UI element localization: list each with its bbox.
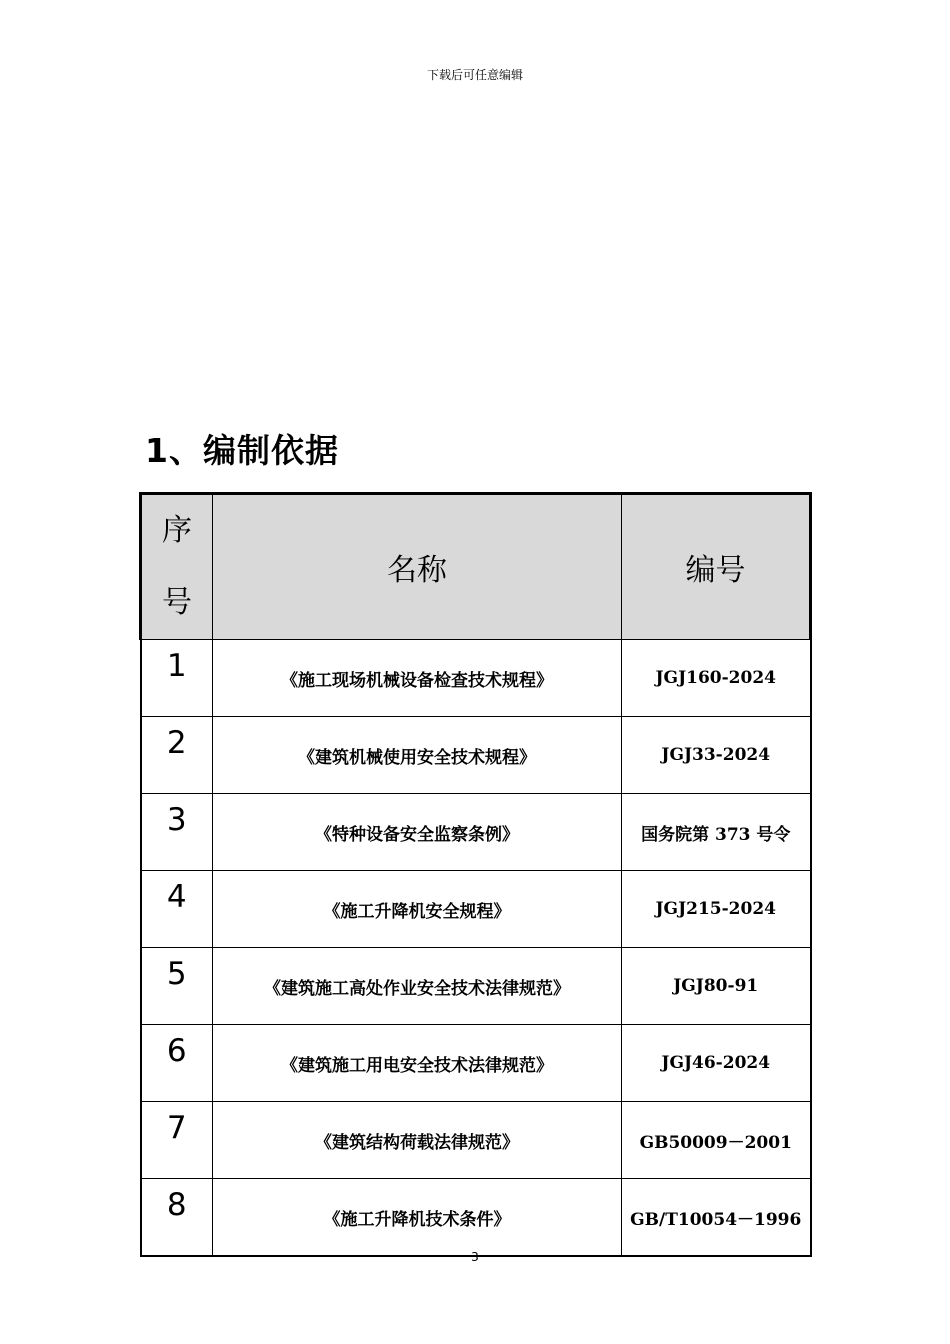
- row-index: 2: [141, 717, 213, 794]
- row-name: 《施工现场机械设备检查技术规程》: [213, 640, 622, 717]
- table-row: [141, 640, 811, 717]
- row-name: 《建筑施工用电安全技术法律规范》: [213, 1025, 622, 1102]
- page-header: 下载后可任意编辑: [426, 68, 523, 82]
- standards-table: [139, 492, 812, 1257]
- row-name: 《特种设备安全监察条例》: [213, 794, 622, 871]
- table-row: [141, 871, 811, 948]
- row-name: 《建筑机械使用安全技术规程》: [213, 717, 622, 794]
- page-number: 3: [471, 1250, 479, 1264]
- table-header-row: [141, 494, 811, 640]
- table-row: [141, 1179, 811, 1257]
- row-name: 《建筑施工高处作业安全技术法律规范》: [213, 948, 622, 1025]
- row-index: 3: [141, 794, 213, 871]
- header-code: 编号: [622, 494, 811, 640]
- row-code: JGJ215-2024: [622, 871, 811, 948]
- table-row: [141, 1025, 811, 1102]
- row-code: JGJ46-2024: [622, 1025, 811, 1102]
- row-code: GB50009－2001: [622, 1102, 811, 1179]
- row-name: 《建筑结构荷载法律规范》: [213, 1102, 622, 1179]
- row-index: 6: [141, 1025, 213, 1102]
- row-code: GB/T10054－1996: [622, 1179, 811, 1257]
- row-name: 《施工升降机技术条件》: [213, 1179, 622, 1257]
- row-index: 1: [141, 640, 213, 717]
- table-row: [141, 1102, 811, 1179]
- header-index: [141, 494, 213, 640]
- row-index: 5: [141, 948, 213, 1025]
- header-index-label: 序号: [162, 513, 192, 620]
- row-index: 7: [141, 1102, 213, 1179]
- row-code: 国务院第 373 号令: [622, 794, 811, 871]
- row-index: 4: [141, 871, 213, 948]
- row-code: JGJ160-2024: [622, 640, 811, 717]
- table-row: [141, 948, 811, 1025]
- row-index: 8: [141, 1179, 213, 1257]
- header-name: 名称: [213, 494, 622, 640]
- row-code: JGJ80-91: [622, 948, 811, 1025]
- row-code: JGJ33-2024: [622, 717, 811, 794]
- row-name: 《施工升降机安全规程》: [213, 871, 622, 948]
- table-row: [141, 794, 811, 871]
- table-row: [141, 717, 811, 794]
- section-title: 1、编制依据: [145, 431, 339, 470]
